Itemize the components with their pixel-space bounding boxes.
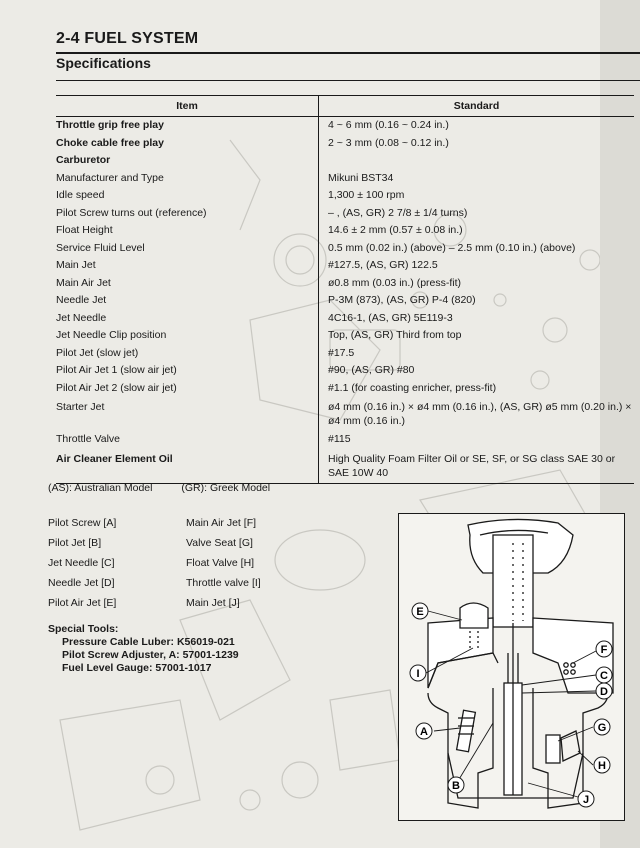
- callout-letter: B: [452, 780, 460, 792]
- callout-g: [594, 719, 610, 735]
- legend-row: [48, 573, 261, 593]
- standard-cell: 14.6 ± 2 mm (0.57 ± 0.08 in.): [328, 224, 463, 236]
- item-cell: Carburetor: [56, 152, 319, 170]
- item-cell: Pilot Air Jet 2 (slow air jet): [56, 380, 319, 398]
- standard-cell: 2 ~ 3 mm (0.08 ~ 0.12 in.): [328, 136, 449, 149]
- table-row: [56, 275, 634, 293]
- item-cell: Service Fluid Level: [56, 240, 319, 258]
- table-row: [56, 449, 634, 484]
- table-row: [56, 187, 634, 205]
- section-title: Specifications: [56, 55, 151, 71]
- special-tools-heading: Special Tools:: [48, 623, 119, 635]
- table-row: [56, 117, 634, 135]
- legend-row: [48, 513, 261, 533]
- model-notes: [48, 482, 296, 494]
- standard-line-2: SAE 10W 40: [328, 466, 389, 479]
- item-cell: Pilot Air Jet 1 (slow air jet): [56, 362, 319, 380]
- header-rule: [56, 52, 640, 54]
- legend-item: Pilot Air Jet [E]: [48, 597, 117, 609]
- standard-cell: – , (AS, GR) 2 7/8 ± 1/4 turns): [328, 206, 468, 219]
- callout-b: [448, 777, 464, 793]
- callout-letter: A: [420, 726, 428, 738]
- callout-letter: D: [600, 686, 608, 698]
- special-tools: [48, 623, 239, 675]
- standard-cell: Top, (AS, GR) Third from top: [328, 329, 462, 341]
- column-header-standard: Standard: [319, 96, 635, 117]
- item-cell: Starter Jet: [56, 397, 319, 431]
- item-cell: Air Cleaner Element Oil: [56, 449, 319, 484]
- callout-c: [596, 667, 612, 683]
- standard-cell: 4 ~ 6 mm (0.16 ~ 0.24 in.): [328, 119, 449, 131]
- callout-e: [412, 603, 428, 619]
- tool-item: Fuel Level Gauge: 57001-1017: [62, 662, 212, 674]
- table-row: [56, 327, 634, 345]
- table-row: [56, 380, 634, 398]
- table-row: [56, 170, 634, 188]
- standard-cell: 1,300 ± 100 rpm: [328, 189, 405, 201]
- standard-line-1: High Quality Foam Filter Oil or SE, SF, or SG class SAE 30 or: [328, 452, 616, 465]
- standard-cell: 0.5 mm (0.02 in.) (above) – 2.5 mm (0.10 in.) (above): [328, 241, 576, 254]
- parts-legend: [48, 513, 261, 613]
- standard-cell: Mikuni BST34: [328, 171, 394, 184]
- item-cell: Main Air Jet: [56, 275, 319, 293]
- tool-item: Pressure Cable Luber: K56019-021: [62, 636, 235, 648]
- standard-cell: #90, (AS, GR) #80: [328, 364, 415, 376]
- legend-item: Pilot Jet [B]: [48, 537, 102, 549]
- table-row: [56, 257, 634, 275]
- page-header-title: 2-4 FUEL SYSTEM: [56, 30, 199, 47]
- standard-cell: #127.5, (AS, GR) 122.5: [328, 259, 438, 271]
- tool-item: Pilot Screw Adjuster, A: 57001-1239: [62, 649, 239, 661]
- table-row: [56, 345, 634, 363]
- legend-item: Float Valve [H]: [186, 557, 255, 569]
- legend-item: Throttle valve [I]: [186, 577, 261, 589]
- legend-item: Jet Needle [C]: [48, 557, 115, 569]
- legend-item: Pilot Screw [A]: [48, 517, 117, 529]
- legend-row: [48, 593, 261, 613]
- table-row: [56, 292, 634, 310]
- callout-f: [596, 641, 612, 657]
- standard-cell: 4C16-1, (AS, GR) 5E119-3: [328, 311, 453, 324]
- item-cell: Choke cable free play: [56, 135, 319, 153]
- item-cell: Idle speed: [56, 187, 319, 205]
- item-cell: Needle Jet: [56, 292, 319, 310]
- item-cell: Manufacturer and Type: [56, 170, 319, 188]
- standard-line-1: ø4 mm (0.16 in.) × ø4 mm (0.16 in.), (AS, GR) ø5 mm (0.20 in.) ×: [328, 401, 632, 413]
- table-row: [56, 240, 634, 258]
- item-cell: Jet Needle Clip position: [56, 327, 319, 345]
- item-cell: Pilot Jet (slow jet): [56, 345, 319, 363]
- item-cell: Float Height: [56, 222, 319, 240]
- table-row: [56, 135, 634, 153]
- item-cell: Pilot Screw turns out (reference): [56, 205, 319, 223]
- table-row: [56, 222, 634, 240]
- note-greek: (GR): Greek Model: [181, 482, 271, 494]
- callout-letter: I: [416, 668, 420, 680]
- callout-h: [594, 757, 610, 773]
- carburetor-cross-section-diagram: [398, 513, 625, 821]
- callout-letter: E: [416, 606, 424, 618]
- specifications-table: [56, 95, 634, 484]
- callout-j: [578, 791, 594, 807]
- standard-cell: ø0.8 mm (0.03 in.) (press-fit): [328, 276, 462, 289]
- standard-cell: P-3M (873), (AS, GR) P-4 (820): [328, 294, 476, 306]
- callout-letter: G: [597, 722, 607, 734]
- callout-letter: F: [600, 644, 608, 656]
- callout-a: [416, 723, 432, 739]
- table-row: [56, 152, 634, 170]
- item-cell: Throttle Valve: [56, 431, 319, 449]
- standard-cell: [319, 152, 635, 170]
- item-cell: Throttle grip free play: [56, 117, 319, 135]
- callout-i: [410, 665, 426, 681]
- standard-cell: #115: [328, 433, 351, 445]
- item-cell: Main Jet: [56, 257, 319, 275]
- table-row: [56, 362, 634, 380]
- table-row: [56, 205, 634, 223]
- table-row: [56, 397, 634, 431]
- section-rule: [56, 80, 640, 81]
- legend-item: Main Air Jet [F]: [186, 517, 257, 529]
- table-row: [56, 310, 634, 328]
- callout-letter: J: [582, 794, 590, 806]
- legend-item: Needle Jet [D]: [48, 577, 115, 589]
- legend-item: Valve Seat [G]: [186, 537, 253, 549]
- standard-line-2: ø4 mm (0.16 in.): [328, 415, 406, 427]
- legend-item: Main Jet [J]: [186, 597, 240, 609]
- callout-letter: H: [598, 760, 606, 772]
- standard-cell: [319, 397, 635, 431]
- note-australian: (AS): Australian Model: [48, 482, 153, 494]
- standard-cell: #1.1 (for coasting enricher, press-fit): [328, 381, 497, 394]
- legend-row: [48, 533, 261, 553]
- standard-cell: [319, 449, 635, 484]
- table-row: [56, 431, 634, 449]
- column-header-item: Item: [56, 96, 319, 117]
- legend-row: [48, 553, 261, 573]
- item-cell: Jet Needle: [56, 310, 319, 328]
- standard-cell: #17.5: [328, 346, 355, 359]
- callout-letter: C: [600, 670, 608, 682]
- callout-d: [596, 683, 612, 699]
